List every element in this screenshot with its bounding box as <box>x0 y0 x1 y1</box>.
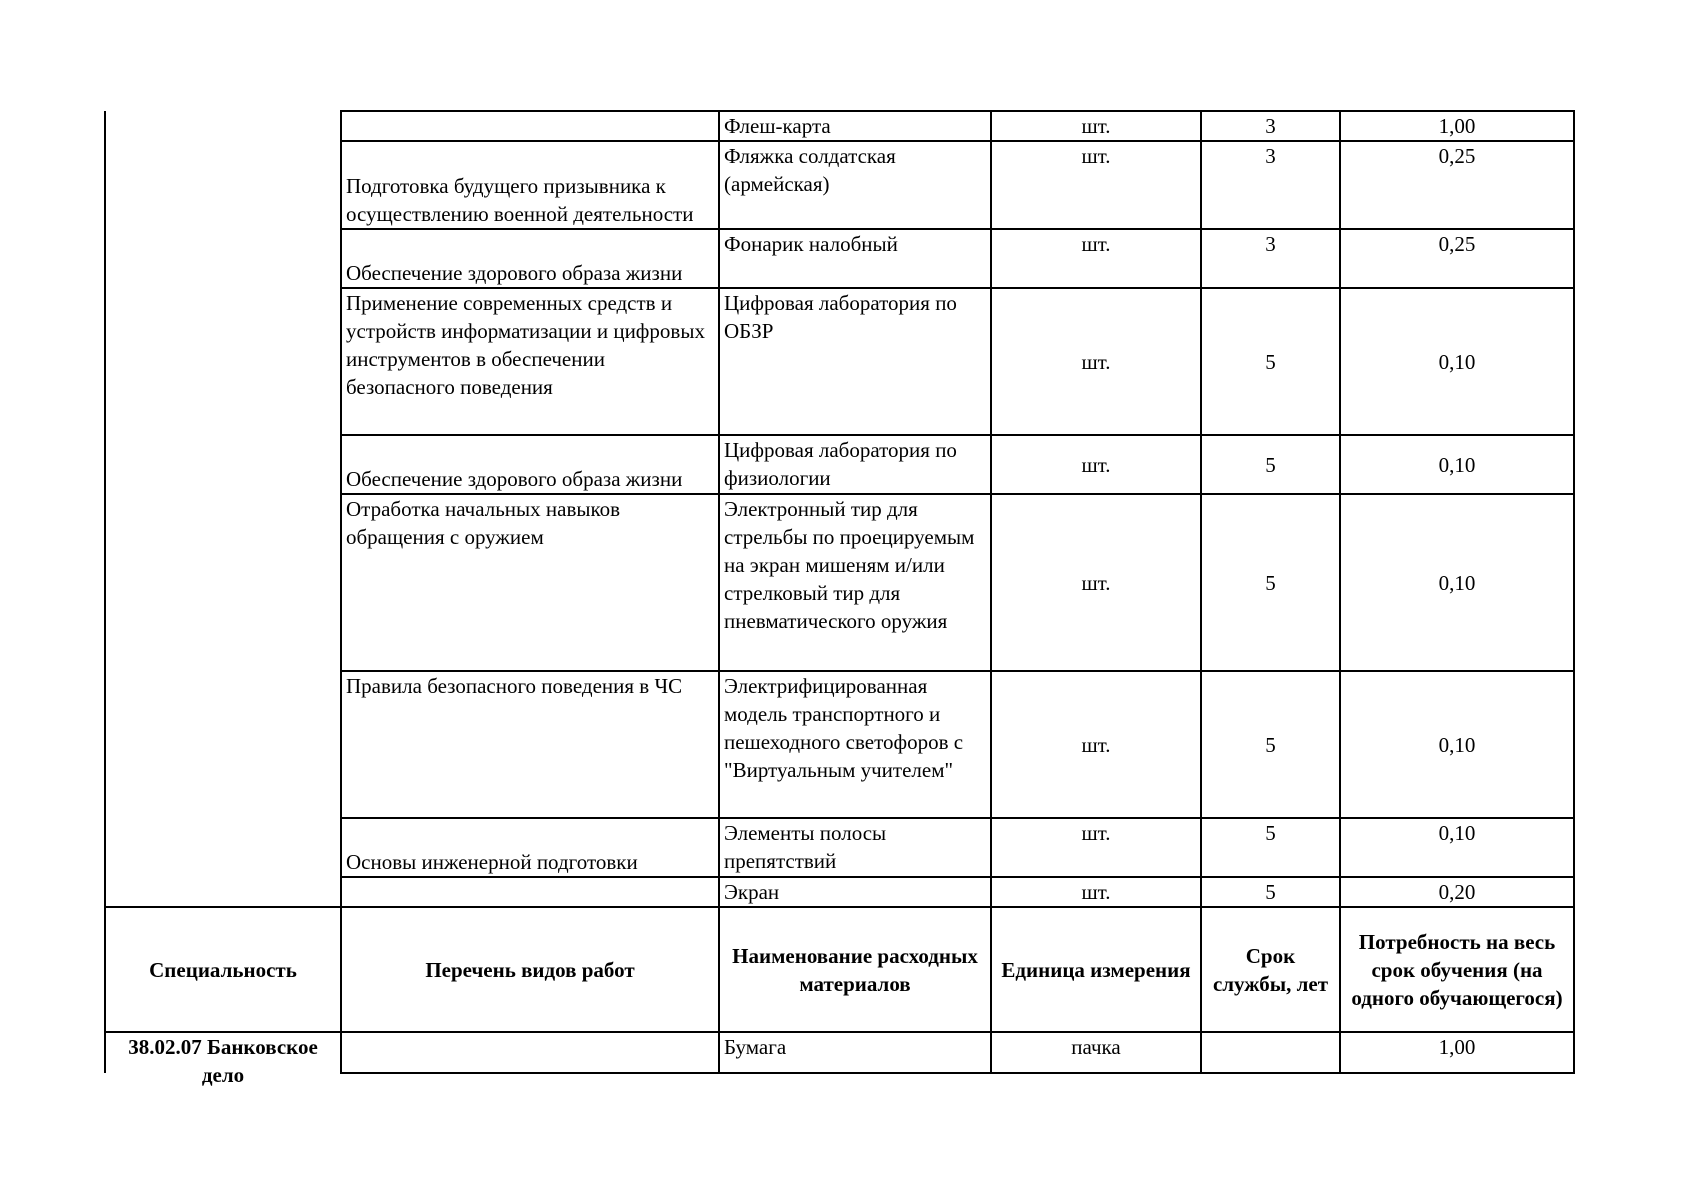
life-cell: 5 <box>1201 435 1340 494</box>
unit-cell: шт. <box>991 288 1201 435</box>
need-cell: 1,00 <box>1340 1032 1574 1073</box>
unit-cell: шт. <box>991 818 1201 877</box>
life-cell: 5 <box>1201 877 1340 907</box>
table-row <box>105 1032 1574 1073</box>
need-cell: 0,10 <box>1340 818 1574 877</box>
table-row <box>105 111 1574 141</box>
unit-cell: шт. <box>991 141 1201 229</box>
need-cell: 0,10 <box>1340 671 1574 818</box>
life-cell: 5 <box>1201 818 1340 877</box>
need-cell: 0,20 <box>1340 877 1574 907</box>
life-cell <box>1201 1032 1340 1073</box>
unit-cell: шт. <box>991 494 1201 671</box>
need-cell: 1,00 <box>1340 111 1574 141</box>
unit-cell: шт. <box>991 229 1201 288</box>
consumables-table <box>104 110 1575 1087</box>
unit-cell: шт. <box>991 111 1201 141</box>
header-unit: Единица измерения <box>991 907 1201 1032</box>
need-cell: 0,25 <box>1340 141 1574 229</box>
need-cell: 0,10 <box>1340 494 1574 671</box>
material-cell: Флеш-карта <box>719 111 991 141</box>
unit-cell: шт. <box>991 435 1201 494</box>
work-cell <box>341 111 719 141</box>
need-cell: 0,25 <box>1340 229 1574 288</box>
unit-cell: шт. <box>991 877 1201 907</box>
work-cell: Обеспечение здорового образа жизни <box>341 435 719 494</box>
table-header-row <box>105 907 1574 1032</box>
need-cell: 0,10 <box>1340 288 1574 435</box>
need-cell: 0,10 <box>1340 435 1574 494</box>
work-cell <box>341 877 719 907</box>
unit-cell: пачка <box>991 1032 1201 1073</box>
work-cell: Подготовка будущего призывника к осуществлению военной деятельности <box>341 141 719 229</box>
specialty-cell-continued <box>105 111 341 907</box>
material-cell: Цифровая лаборатория по физиологии <box>719 435 991 494</box>
life-cell: 5 <box>1201 671 1340 818</box>
specialty-cell <box>105 1032 341 1087</box>
work-cell: Отработка начальных навыков обращения с оружием <box>341 494 719 671</box>
header-need: Потребность на весь срок обучения (на одного обучающегося) <box>1340 907 1574 1032</box>
specialty-name: 38.02.07 Банковское <box>128 1035 318 1059</box>
material-cell: Бумага <box>719 1032 991 1073</box>
work-cell: Основы инженерной подготовки <box>341 818 719 877</box>
material-cell: Электронный тир для стрельбы по проецируемым на экран мишеням и/или стрелковый тир для пневматического оружия <box>719 494 991 671</box>
life-cell: 3 <box>1201 229 1340 288</box>
material-cell: Электрифицированная модель транспортного и пешеходного светофоров с "Виртуальным учителем" <box>719 671 991 818</box>
life-cell: 3 <box>1201 141 1340 229</box>
specialty-name-continued: дело <box>201 1063 245 1087</box>
material-cell: Элементы полосы препятствий <box>719 818 991 877</box>
material-cell: Фляжка солдатская (армейская) <box>719 141 991 229</box>
material-cell: Экран <box>719 877 991 907</box>
header-material: Наименование расходных материалов <box>719 907 991 1032</box>
unit-cell: шт. <box>991 671 1201 818</box>
life-cell: 3 <box>1201 111 1340 141</box>
material-cell: Фонарик налобный <box>719 229 991 288</box>
header-works: Перечень видов работ <box>341 907 719 1032</box>
life-cell: 5 <box>1201 494 1340 671</box>
material-cell: Цифровая лаборатория по ОБЗР <box>719 288 991 435</box>
work-cell: Обеспечение здорового образа жизни <box>341 229 719 288</box>
header-life: Срок службы, лет <box>1201 907 1340 1032</box>
work-cell: Правила безопасного поведения в ЧС <box>341 671 719 818</box>
work-cell <box>341 1032 719 1073</box>
header-specialty: Специальность <box>105 907 341 1032</box>
life-cell: 5 <box>1201 288 1340 435</box>
work-cell: Применение современных средств и устройств информатизации и цифровых инструментов в обеспечении безопасного поведения <box>341 288 719 435</box>
